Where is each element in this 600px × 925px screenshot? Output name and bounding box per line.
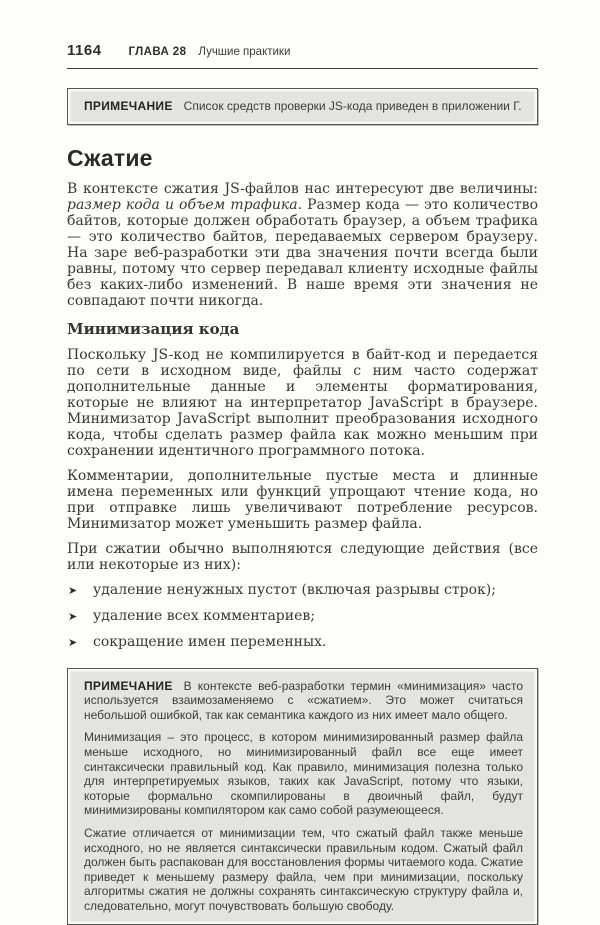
note-bottom-label: ПРИМЕЧАНИЕ bbox=[84, 678, 173, 693]
chapter-title: Лучшие практики bbox=[198, 46, 291, 58]
section-paragraph-1 bbox=[67, 181, 538, 309]
note-top-text: Список средств проверки JS-кода приведен в приложении Г. bbox=[183, 99, 522, 113]
italic-terms: размер кода и объем трафика bbox=[67, 196, 298, 213]
list-item bbox=[67, 582, 538, 599]
note-bottom-paragraph-1 bbox=[84, 679, 523, 723]
running-head bbox=[67, 42, 538, 59]
list-item-text: удаление всех комментариев; bbox=[93, 607, 315, 624]
paragraph-text: . Размер кода — это количество байтов, которые должен обработать браузер, а объем трафика — это количество байтов, передаваемых сервером браузеру. На заре веб-разработки эти два значения почти всегда были равны, потому что сервер передавал клиенту исходные файлы без каких-либо изменений. В наше время эти значения не совпадают почти никогда. bbox=[67, 196, 538, 309]
note-bottom-paragraph-2: Минимизация – это процесс, в котором минимизированный размер файла меньше исходного, но минимизированный файл все еще имеет синтаксически правильный код. Как правило, минимизация полезна только для интерпретируемых языков, таких как JavaScript, потому что языки, которые формально скомпилированы в двоичный файл, будут минимизированы компилятором как само собой разумеющееся. bbox=[84, 730, 523, 818]
list-item bbox=[67, 608, 538, 625]
compression-actions-list bbox=[67, 582, 538, 651]
list-item bbox=[67, 634, 538, 651]
arrow-bullet-icon: ➤ bbox=[68, 583, 78, 597]
note-top-paragraph bbox=[84, 99, 523, 114]
note-box-top bbox=[67, 88, 538, 125]
subsection-paragraph-1: Поскольку JS-код не компилируется в байт-код и передается по сети в исходном виде, файлы с ним часто содержат дополнительные данные и элементы форматирования, которые не влияют на интерпретатор JavaScript в браузере. Минимизатор JavaScript выполнит преобразования исходного кода, чтобы сделать размер файла как можно меньшим при сохранении идентичного программного потока. bbox=[67, 346, 538, 459]
arrow-bullet-icon: ➤ bbox=[68, 609, 78, 623]
note-top-label: ПРИМЕЧАНИЕ bbox=[84, 99, 173, 113]
section-title: Сжатие bbox=[67, 144, 153, 171]
subsection-paragraph-2: Комментарии, дополнительные пустые места и длинные имена переменных или функций упрощают чтение кода, но при отправке лишь увеличивают потребление ресурсов. Минимизатор может уменьшить размер файла. bbox=[67, 467, 538, 532]
list-item-text: сокращение имен переменных. bbox=[93, 633, 327, 650]
chapter-label: ГЛАВА 28 bbox=[128, 46, 187, 58]
paragraph-text: В контексте сжатия JS-файлов нас интересуют две величины: bbox=[67, 180, 538, 197]
note-bottom-paragraph-3: Сжатие отличается от минимизации тем, что сжатый файл также меньше исходного, но не является синтаксически правильным кодом. Сжатый файл должен быть распакован для восстановления формы читаемого кода. Сжатие приведет к меньшему размеру файла, чем при минимизации, поскольку алгоритмы сжатия не должны сохранять синтаксическую структуру файла и, следовательно, могут почувствовать большую свободу. bbox=[84, 825, 523, 913]
note-bottom-text: В контексте веб-разработки термин «минимизация» часто используется взаимозаменяемо с «сжатием». Это может считаться небольшой ошибкой, так как семантика каждого из них имеет мало общего. bbox=[84, 678, 523, 722]
header-rule bbox=[67, 68, 538, 69]
subsection-paragraph-3: При сжатии обычно выполняются следующие действия (все или некоторые из них): bbox=[67, 540, 538, 573]
arrow-bullet-icon: ➤ bbox=[68, 635, 78, 649]
page-number: 1164 bbox=[67, 42, 102, 59]
subsection-title: Минимизация кода bbox=[67, 319, 240, 338]
list-item-text: удаление ненужных пустот (включая разрывы строк); bbox=[93, 581, 496, 598]
note-box-bottom bbox=[67, 668, 538, 925]
